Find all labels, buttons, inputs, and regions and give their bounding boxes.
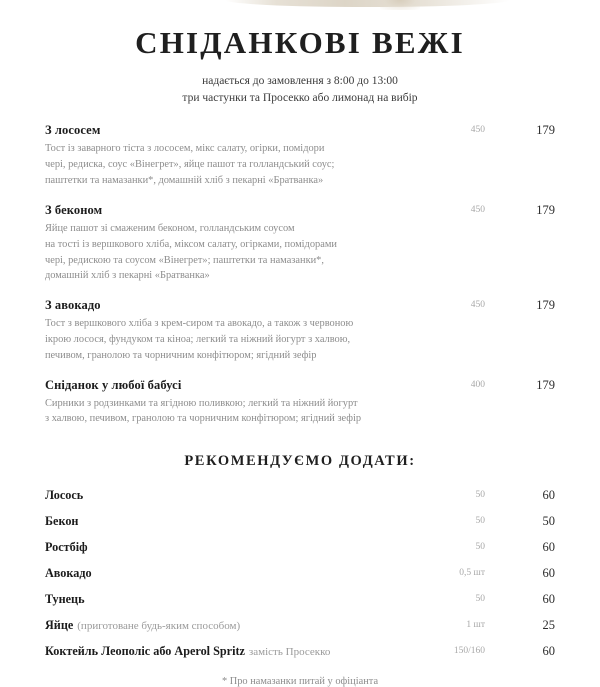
menu-item-prices: [425, 123, 555, 139]
description-line: Тост із заварного тіста з лососем, мікс салату, огірки, помідори: [45, 143, 325, 155]
menu-item-name: З лососем: [45, 123, 101, 138]
menu-item-price: 179: [536, 377, 555, 392]
menu-subtitle: [45, 73, 555, 106]
description-line: печивом, гранолою та чорничним конфітюром; ягідний зефір: [45, 349, 317, 361]
menu-item-prices: [425, 298, 555, 314]
menu-item-price: 179: [536, 123, 555, 138]
addon-name: Яйце: [45, 618, 74, 633]
addon-weight: 1 шт: [466, 620, 485, 631]
addon-row: [45, 508, 555, 534]
menu-item-price: 179: [536, 202, 555, 217]
addon-price: 60: [542, 644, 555, 659]
addon-weight: 50: [475, 490, 485, 501]
addon-name: Ростбіф: [45, 540, 88, 555]
subtitle-line-1: надається до замовлення з 8:00 до 13:00: [202, 75, 398, 88]
menu-item-weight: 450: [470, 300, 485, 311]
addon-weight: 50: [475, 516, 485, 527]
addon-price: 25: [542, 618, 555, 633]
description-line: Тост з вершкового хліба з крем-сиром та авокадо, а також з червоною: [45, 318, 354, 330]
menu-item-weight: 400: [470, 379, 485, 390]
addon-weight: 0,5 шт: [459, 568, 485, 579]
addons-list: [45, 482, 555, 664]
addon-weight: 50: [475, 542, 485, 553]
addon-note: замість Просекко: [248, 646, 331, 659]
addon-price: 60: [542, 592, 555, 607]
addon-row: [45, 560, 555, 586]
addon-name: Лосось: [45, 488, 84, 503]
description-line: чері, редиска, соус «Вінегрет», яйце пашот та голландський соус;: [45, 159, 335, 171]
menu-item-list: [45, 123, 555, 427]
addon-price: 60: [542, 540, 555, 555]
addon-weight: 50: [475, 594, 485, 605]
addon-price: 60: [542, 566, 555, 581]
menu-item: [45, 298, 555, 363]
addon-name: Тунець: [45, 592, 85, 607]
addon-name: Бекон: [45, 514, 79, 529]
addon-price: 60: [542, 488, 555, 503]
menu-item: [45, 378, 555, 428]
menu-item-weight: 450: [470, 204, 485, 215]
addon-name: Авокадо: [45, 566, 92, 581]
description-line: на тості із вершкового хліба, міксом салату, огірками, помідорами: [45, 238, 337, 250]
page-title: СНІДАНКОВІ ВЕЖІ: [135, 25, 465, 60]
menu-item-description: [45, 221, 465, 284]
menu-item-description: [45, 316, 465, 363]
description-line: чері, редискою та соусом «Вінегрет»; паштетки та намазанки*,: [45, 254, 324, 266]
addon-weight: 150/160: [453, 646, 485, 657]
footnote: * Про намазанки питай у офіціанта: [221, 676, 379, 687]
addon-row: [45, 638, 555, 664]
menu-item-prices: [425, 203, 555, 219]
description-line: ікрою лосося, фундуком та кіноа; легкий та ніжний йогурт з халвою,: [45, 333, 351, 345]
addon-note: (приготоване будь-яким способом): [77, 620, 241, 633]
menu-item-weight: 450: [470, 125, 485, 136]
subtitle-line-2: три частунки та Просекко або лимонад на вибір: [182, 91, 418, 104]
menu-item-description: [45, 396, 465, 428]
addon-name: Коктейль Леополіс або Aperol Spritz: [45, 644, 245, 659]
addon-row: [45, 612, 555, 638]
menu-item: [45, 203, 555, 284]
addon-row: [45, 586, 555, 612]
menu-item: [45, 123, 555, 188]
addon-row: [45, 482, 555, 508]
menu-item-name: З авокадо: [45, 298, 101, 313]
addon-row: [45, 534, 555, 560]
description-line: з халвою, печивом, гранолою та чорничним конфітюром; ягідний зефір: [45, 413, 362, 425]
menu-item-description: [45, 141, 465, 188]
addons-section-title: РЕКОМЕНДУЄМО ДОДАТИ:: [184, 453, 416, 470]
description-line: домашній хліб з пекарні «Братванка»: [45, 270, 210, 282]
menu-item-name: З беконом: [45, 202, 103, 217]
menu-item-name: Сніданок у любої бабусі: [45, 377, 182, 392]
menu-item-price: 179: [536, 298, 555, 313]
description-line: паштетки та намазанки*, домашній хліб з пекарні «Братванка»: [45, 175, 324, 187]
description-line: Сирники з родзинками та ягідною поливкою; легкий та ніжний йогурт: [45, 397, 358, 409]
description-line: Яйце пашот зі смаженим беконом, голландським соусом: [45, 222, 295, 234]
addon-price: 50: [542, 514, 555, 529]
menu-item-prices: [425, 378, 555, 394]
